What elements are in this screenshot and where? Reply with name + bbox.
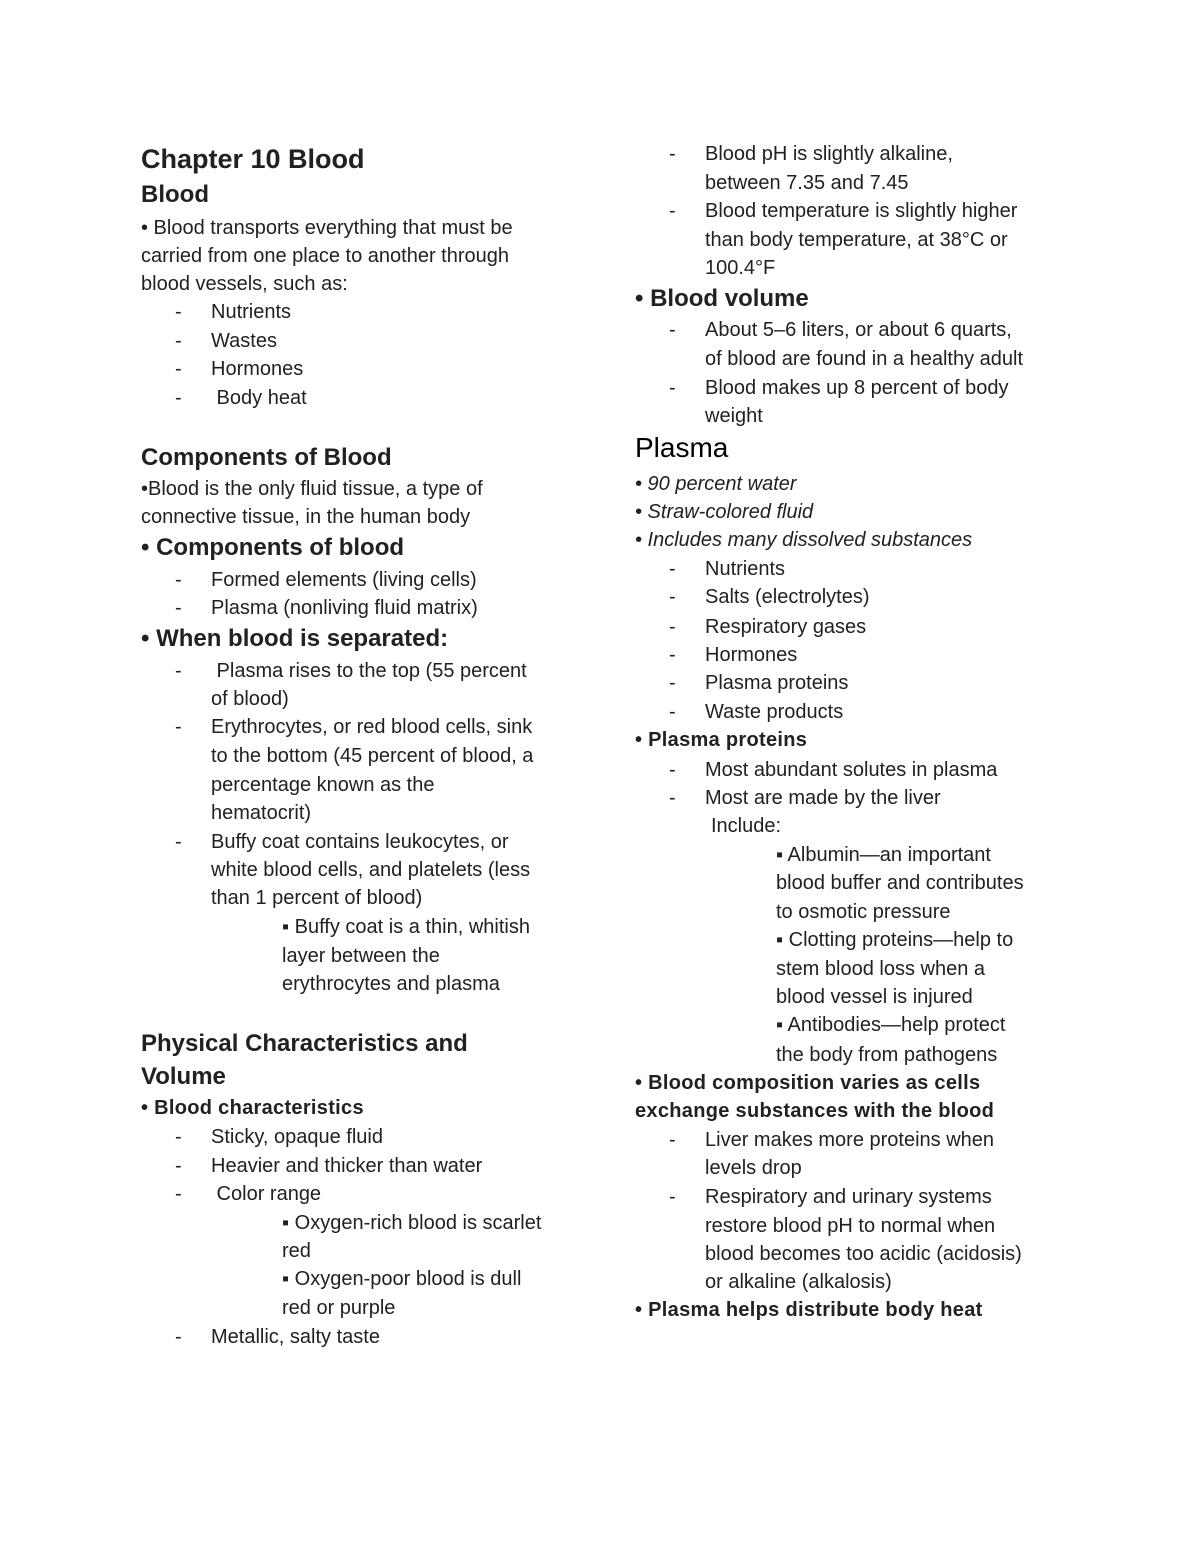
dash-marker: - [669, 701, 676, 723]
dash-marker: - [175, 660, 182, 682]
dash-marker: - [669, 1129, 676, 1151]
dash-marker: - [175, 1155, 182, 1177]
dash-marker: - [669, 377, 676, 399]
components-intro-line: •Blood is the only fluid tissue, a type of [141, 478, 483, 500]
plasma-bullet: • 90 percent water [635, 473, 797, 495]
dash-marker: - [669, 319, 676, 341]
list-item-continued: than body temperature, at 38°C or [705, 229, 1008, 251]
dash-marker: - [175, 1183, 182, 1205]
list-item: Wastes [211, 330, 277, 352]
list-item: Nutrients [705, 558, 786, 580]
list-item-continued: 100.4°F [705, 257, 776, 279]
dash-marker: - [175, 716, 182, 738]
list-item: Blood pH is slightly alkaline, [705, 143, 953, 165]
dash-marker: - [175, 330, 182, 352]
list-item: Most are made by the liver [705, 787, 941, 809]
list-item: Hormones [211, 358, 304, 380]
components-heading: Components of Blood [141, 444, 392, 471]
heat-subheading: • Plasma helps distribute body heat [635, 1299, 983, 1321]
list-item: Erythrocytes, or red blood cells, sink [211, 716, 533, 738]
list-item: Nutrients [211, 301, 292, 323]
dash-marker: - [175, 387, 182, 409]
include-label: Include: [711, 815, 782, 837]
list-item-continued: percentage known as the [211, 774, 435, 796]
protein-type: blood vessel is injured [776, 986, 973, 1008]
volume-subheading: • Blood volume [635, 285, 809, 312]
list-item-continued: white blood cells, and platelets (less [211, 859, 531, 881]
protein-type: stem blood loss when a [776, 958, 986, 980]
protein-type: ▪ Antibodies—help protect [776, 1014, 1006, 1036]
list-item: Sticky, opaque fluid [211, 1126, 383, 1148]
list-item-continued: to the bottom (45 percent of blood, a [211, 745, 534, 767]
list-item-continued: weight [705, 405, 763, 427]
list-item-continued: or alkaline (alkalosis) [705, 1271, 892, 1293]
dash-marker: - [669, 558, 676, 580]
blood-heading: Blood [141, 181, 209, 208]
list-item-continued: restore blood pH to normal when [705, 1215, 996, 1237]
list-item: Hormones [705, 644, 798, 666]
list-item-continued: levels drop [705, 1157, 802, 1179]
protein-type: blood buffer and contributes [776, 872, 1024, 894]
dash-marker: - [669, 200, 676, 222]
list-item-continued: of blood) [211, 688, 289, 710]
list-item: Plasma (nonliving fluid matrix) [211, 597, 478, 619]
plasma-heading: Plasma [635, 432, 729, 463]
dash-marker: - [669, 1186, 676, 1208]
list-item: Most abundant solutes in plasma [705, 759, 998, 781]
blood-intro-line: • Blood transports everything that must be [141, 217, 513, 239]
list-item: Plasma proteins [705, 672, 849, 694]
plasma-bullet: • Includes many dissolved substances [635, 529, 973, 551]
dash-marker: - [175, 597, 182, 619]
blood-intro-line: carried from one place to another through [141, 245, 509, 267]
dash-marker: - [175, 301, 182, 323]
list-item: Blood makes up 8 percent of body [705, 377, 1009, 399]
protein-type: to osmotic pressure [776, 901, 951, 923]
list-item: Color range [211, 1183, 322, 1205]
list-item: Blood temperature is slightly higher [705, 200, 1018, 222]
dash-marker: - [175, 569, 182, 591]
list-item: About 5–6 liters, or about 6 quarts, [705, 319, 1012, 341]
list-item-continued: than 1 percent of blood) [211, 887, 423, 909]
physical-heading: Physical Characteristics and [141, 1030, 468, 1057]
chapter-title: Chapter 10 Blood [141, 144, 365, 174]
blood-intro-line: blood vessels, such as: [141, 273, 348, 295]
list-item-continued: hematocrit) [211, 802, 312, 824]
dash-marker: - [175, 1326, 182, 1348]
list-item-continued: of blood are found in a healthy adult [705, 348, 1024, 370]
list-item: Salts (electrolytes) [705, 586, 870, 608]
list-item: Formed elements (living cells) [211, 569, 477, 591]
buffy-coat-note: layer between the [282, 945, 440, 967]
dash-marker: - [669, 616, 676, 638]
buffy-coat-note: ▪ Buffy coat is a thin, whitish [282, 916, 530, 938]
dash-marker: - [175, 831, 182, 853]
dash-marker: - [669, 586, 676, 608]
list-item: Body heat [211, 387, 307, 409]
plasma-bullet: • Straw-colored fluid [635, 501, 814, 523]
list-item-continued: blood becomes too acidic (acidosis) [705, 1243, 1022, 1265]
list-item: Respiratory gases [705, 616, 867, 638]
list-item: Buffy coat contains leukocytes, or [211, 831, 509, 853]
color-note: ▪ Oxygen-rich blood is scarlet [282, 1212, 542, 1234]
list-item: Liver makes more proteins when [705, 1129, 995, 1151]
list-item: Waste products [705, 701, 844, 723]
dash-marker: - [669, 644, 676, 666]
dash-marker: - [669, 143, 676, 165]
composition-subheading: exchange substances with the blood [635, 1100, 995, 1122]
protein-type: ▪ Albumin—an important [776, 844, 991, 866]
list-item: Plasma rises to the top (55 percent [211, 660, 527, 682]
protein-type: ▪ Clotting proteins—help to [776, 929, 1014, 951]
list-item: Metallic, salty taste [211, 1326, 380, 1348]
buffy-coat-note: erythrocytes and plasma [282, 973, 500, 995]
components-subheading: • Components of blood [141, 534, 405, 561]
characteristics-subheading: • Blood characteristics [141, 1097, 364, 1119]
dash-marker: - [175, 1126, 182, 1148]
color-note: ▪ Oxygen-poor blood is dull [282, 1268, 522, 1290]
dash-marker: - [669, 672, 676, 694]
dash-marker: - [175, 358, 182, 380]
dash-marker: - [669, 759, 676, 781]
list-item: Respiratory and urinary systems [705, 1186, 992, 1208]
protein-type: the body from pathogens [776, 1044, 998, 1066]
separated-subheading: • When blood is separated: [141, 625, 449, 652]
composition-subheading: • Blood composition varies as cells [635, 1072, 981, 1094]
components-intro-line: connective tissue, in the human body [141, 506, 471, 528]
physical-heading: Volume [141, 1063, 226, 1090]
color-note: red [282, 1240, 311, 1262]
dash-marker: - [669, 787, 676, 809]
proteins-subheading: • Plasma proteins [635, 729, 808, 751]
list-item: Heavier and thicker than water [211, 1155, 483, 1177]
color-note: red or purple [282, 1297, 396, 1319]
list-item-continued: between 7.35 and 7.45 [705, 172, 909, 194]
